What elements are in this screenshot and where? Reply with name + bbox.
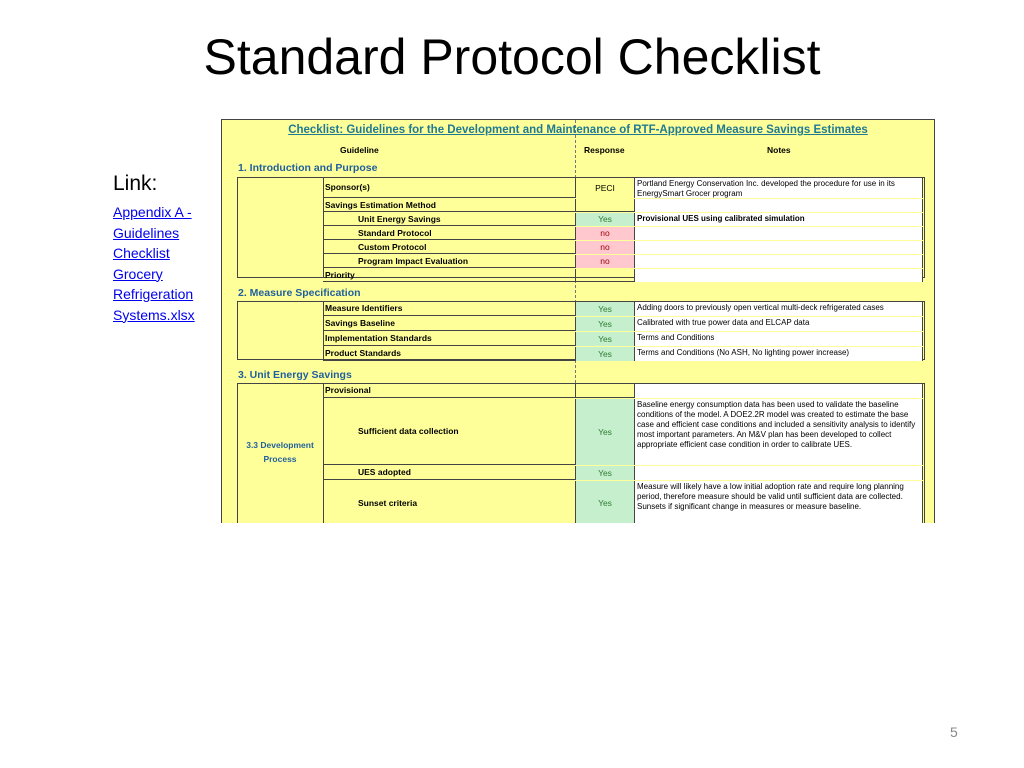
guideline-label: UES adopted: [358, 467, 411, 477]
column-header-response: Response: [584, 145, 625, 155]
response-cell[interactable]: Yes: [575, 481, 635, 523]
guideline-label: Program Impact Evaluation: [358, 255, 469, 266]
notes-cell[interactable]: Terms and Conditions (No ASH, No lighting power increase): [634, 347, 923, 361]
response-cell[interactable]: Yes: [575, 302, 635, 316]
guideline-label: Provisional: [325, 385, 371, 395]
section-title: 1. Introduction and Purpose: [238, 162, 378, 174]
response-cell[interactable]: no: [575, 241, 635, 254]
development-process-label: [238, 438, 322, 466]
response-cell[interactable]: [575, 199, 635, 212]
notes-cell[interactable]: [634, 269, 923, 282]
guideline-label: Savings Baseline: [325, 318, 395, 328]
guideline-label: Measure Identifiers: [325, 303, 403, 313]
guideline-label: Priority: [325, 269, 355, 280]
guideline-label: Sponsor(s): [325, 182, 370, 192]
response-cell[interactable]: Yes: [575, 466, 635, 480]
response-cell[interactable]: PECI: [575, 178, 635, 198]
development-process-label-line: 3.3 Development: [246, 440, 314, 450]
appendix-link-line[interactable]: Systems.xlsx: [113, 306, 195, 323]
notes-cell[interactable]: Terms and Conditions: [634, 332, 923, 346]
guideline-label: Sunset criteria: [358, 497, 418, 508]
notes-cell[interactable]: [634, 466, 923, 480]
guideline-label: Implementation Standards: [325, 333, 432, 343]
appendix-link-line[interactable]: Guidelines: [113, 224, 180, 241]
response-cell[interactable]: Yes: [575, 399, 635, 465]
response-cell[interactable]: no: [575, 227, 635, 240]
notes-cell[interactable]: Measure will likely have a low initial adoption rate and require long planning period, therefore measure should be valid until sufficient data are collected. Sunsets if significant change in measures or measure baseline.: [634, 481, 923, 523]
response-cell[interactable]: Yes: [575, 213, 635, 226]
notes-cell[interactable]: Provisional UES using calibrated simulation: [634, 213, 923, 226]
slide-number: 5: [950, 724, 958, 740]
guideline-label: Savings Estimation Method: [325, 199, 436, 210]
notes-cell[interactable]: [634, 199, 923, 212]
response-cell[interactable]: Yes: [575, 317, 635, 331]
notes-cell[interactable]: [634, 255, 923, 268]
appendix-link-line[interactable]: Appendix A -: [113, 204, 192, 220]
response-cell[interactable]: no: [575, 255, 635, 268]
notes-cell[interactable]: Calibrated with true power data and ELCAP data: [634, 317, 923, 331]
guideline-label: Custom Protocol: [358, 241, 427, 252]
sheet-header: Checklist: Guidelines for the Development and Maintenance of RTF-Approved Measure Savings Estimates: [288, 124, 868, 136]
guideline-label: Product Standards: [325, 348, 402, 358]
notes-cell[interactable]: Baseline energy consumption data has been used to validate the baseline conditions of the model. A DOE2.2R model was created to estimate the base case and efficient case conditions and included a sensitivity analysis to identify most important parameters. An M&V plan has been developed to collect appropriate efficient case condition in order to calibrate UES.: [634, 399, 923, 465]
notes-cell[interactable]: [634, 241, 923, 254]
appendix-link-line[interactable]: Grocery: [113, 265, 163, 282]
checklist-spreadsheet: [221, 119, 935, 523]
notes-cell[interactable]: Adding doors to previously open vertical multi-deck refrigerated cases: [634, 302, 923, 316]
section-title: 2. Measure Specification: [238, 287, 361, 299]
notes-cell[interactable]: [634, 227, 923, 240]
response-cell[interactable]: [575, 384, 635, 398]
section-title: 3. Unit Energy Savings: [238, 369, 352, 381]
link-panel: [113, 172, 213, 325]
slide-title: Standard Protocol Checklist: [203, 29, 821, 85]
response-cell[interactable]: Yes: [575, 332, 635, 346]
development-process-label-line: Process: [263, 454, 297, 464]
notes-cell[interactable]: [634, 384, 923, 398]
guideline-label: Sufficient data collection: [358, 426, 459, 436]
guideline-label: Unit Energy Savings: [358, 213, 441, 224]
link-label: Link:: [113, 172, 158, 195]
response-cell[interactable]: [575, 269, 635, 282]
column-header-guideline: Guideline: [340, 145, 379, 155]
notes-cell[interactable]: Portland Energy Conservation Inc. developed the procedure for use in its EnergySmart Grocer program: [634, 178, 923, 198]
appendix-link-line[interactable]: Refrigeration: [113, 286, 194, 302]
response-cell[interactable]: Yes: [575, 347, 635, 361]
appendix-link[interactable]: [113, 202, 213, 325]
appendix-link-line[interactable]: Checklist: [113, 245, 170, 261]
column-header-notes: Notes: [767, 145, 791, 155]
guideline-label: Standard Protocol: [358, 227, 432, 238]
